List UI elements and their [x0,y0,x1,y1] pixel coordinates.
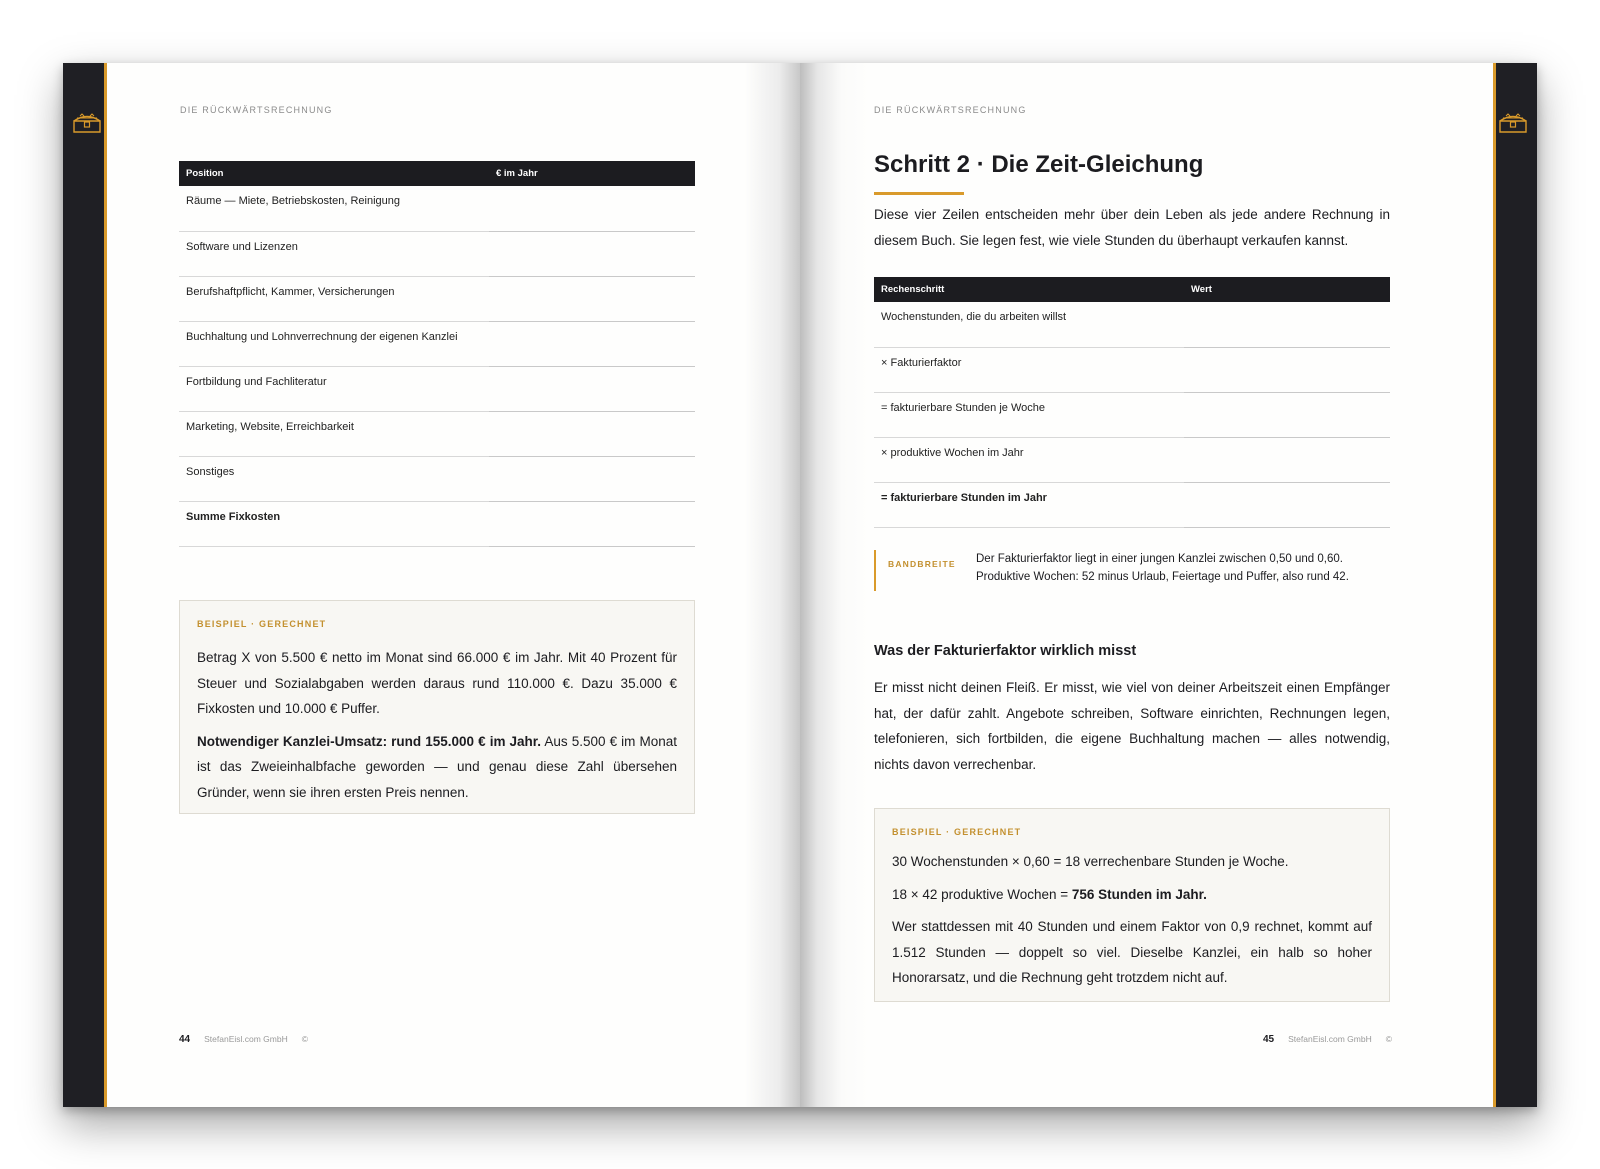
running-head: DIE RÜCKWÄRTSRECHNUNG [180,105,333,115]
row-label: Sonstiges [179,456,489,501]
intro-paragraph: Diese vier Zeilen entscheiden mehr über dein Leben als jede andere Rechnung in diesem Buch. Sie legen fest, wie viele Stunden du überhaupt verkaufen kannst. [874,207,1390,248]
example-box [874,808,1390,1002]
table-row [874,302,1390,347]
range-label: BANDBREITE [888,559,956,569]
table-row [179,186,695,231]
amount-field [489,276,695,321]
page-45 [800,63,1493,1107]
footer-copyright: © [1385,1034,1393,1044]
table-row [874,392,1390,437]
row-label: Buchhaltung und Lohnverrechnung der eigenen Kanzlei [179,321,489,366]
row-label: Fortbildung und Fachliteratur [179,366,489,411]
example-emphasis: 756 Stunden im Jahr. [1071,886,1207,902]
example-paragraph: Betrag X von 5.500 € netto im Monat sind 66.000 € im Jahr. Mit 40 Prozent für Steuer und Sozialabgaben werden daraus rund 110.000 €. Dazu 35.000 € Fixkosten und 10.000 € Puffer. [197,650,677,716]
section-heading: Schritt 2 · Die Zeit-Gleichung [874,151,1204,178]
amount-field [489,411,695,456]
column-header-value: Wert [1184,277,1390,302]
time-equation-table [874,277,1390,528]
example-paragraph: 30 Wochenstunden × 0,60 = 18 verrechenbare Stunden je Woche. [892,854,1289,869]
value-field [1184,347,1390,392]
example-paragraph [892,882,1372,908]
row-label: Summe Fixkosten [179,501,489,546]
value-field [1184,392,1390,437]
table-header-row [874,277,1390,302]
row-label: × produktive Wochen im Jahr [874,437,1184,482]
treasure-chest-icon [71,111,103,135]
amount-field [489,501,695,546]
example-box [179,600,695,814]
footer-company: StefanEisl.com GmbH [1288,1034,1372,1044]
row-label: = fakturierbare Stunden je Woche [874,392,1184,437]
range-text [976,550,1349,586]
table-header-row [179,161,695,186]
treasure-chest-icon [1497,111,1529,135]
range-line: Produktive Wochen: 52 minus Urlaub, Feiertage und Puffer, also rund 42. [976,571,1349,583]
amount-field [489,456,695,501]
table-row [179,411,695,456]
amount-field [489,231,695,276]
row-label: = fakturierbare Stunden im Jahr [874,482,1184,527]
column-header-amount: € im Jahr [489,161,695,186]
value-field [1184,482,1390,527]
heading-accent-rule [874,192,964,195]
column-header-step: Rechenschritt [874,277,1184,302]
example-paragraph: Wer stattdessen mit 40 Stunden und einem Faktor von 0,9 rechnet, kommt auf 1.512 Stunden — doppelt so viel. Dieselbe Kanzlei, ein halb so hoher Honorarsatz, und die Rechnung geht trotzdem nicht auf. [892,919,1372,985]
value-field [1184,437,1390,482]
table-row [179,231,695,276]
fixed-costs-table [179,161,695,547]
table-row [874,437,1390,482]
table-row [179,366,695,411]
amount-field [489,366,695,411]
row-label: Marketing, Website, Erreichbarkeit [179,411,489,456]
example-text: Aus 5.500 € im Monat ist das Zweieinhalbfache geworden — und genau diese Zahl übersehen Gründer, wenn sie ihren ersten Preis nennen. [197,733,677,800]
example-paragraph [197,729,677,806]
page-footer [1263,1034,1392,1045]
row-label: Berufshaftpflicht, Kammer, Versicherungen [179,276,489,321]
page-number: 44 [179,1034,191,1045]
example-label: BEISPIEL · GERECHNET [197,619,327,629]
range-line: Der Fakturierfaktor liegt in einer jungen Kanzlei zwischen 0,50 und 0,60. [976,553,1343,565]
value-field [1184,302,1390,347]
table-row-total [179,501,695,546]
body-paragraph: Er misst nicht deinen Fleiß. Er misst, wie viel von deiner Arbeitszeit einen Empfänger hat, der dafür zahlt. Angebote schreiben, Software einrichten, Rechnungen legen, telefonieren, sich fortbilden, die eigene Buchhaltung machen — alles notwendig, nichts davon verrechenbar. [874,680,1390,772]
column-header-position: Position [179,161,489,186]
cover-accent-line-right [1493,63,1496,1107]
table-row [179,276,695,321]
table-row [179,321,695,366]
example-text: 18 × 42 produktive Wochen = [892,886,1072,902]
footer-copyright: © [301,1034,309,1044]
page-44 [107,63,800,1107]
table-row [179,456,695,501]
page-number: 45 [1263,1034,1275,1045]
open-book [63,63,1537,1107]
row-label: Räume — Miete, Betriebskosten, Reinigung [179,186,489,231]
row-label: Wochenstunden, die du arbeiten willst [874,302,1184,347]
running-head: DIE RÜCKWÄRTSRECHNUNG [874,105,1027,115]
row-label: × Fakturierfaktor [874,347,1184,392]
range-callout [874,550,1392,591]
page-footer [179,1034,308,1045]
table-row-total [874,482,1390,527]
footer-company: StefanEisl.com GmbH [204,1034,288,1044]
example-label: BEISPIEL · GERECHNET [892,827,1022,837]
example-emphasis: Notwendiger Kanzlei-Umsatz: rund 155.000 € im Jahr. [197,733,542,749]
subheading: Was der Fakturierfaktor wirklich misst [874,643,1137,659]
amount-field [489,321,695,366]
row-label: Software und Lizenzen [179,231,489,276]
amount-field [489,186,695,231]
table-row [874,347,1390,392]
